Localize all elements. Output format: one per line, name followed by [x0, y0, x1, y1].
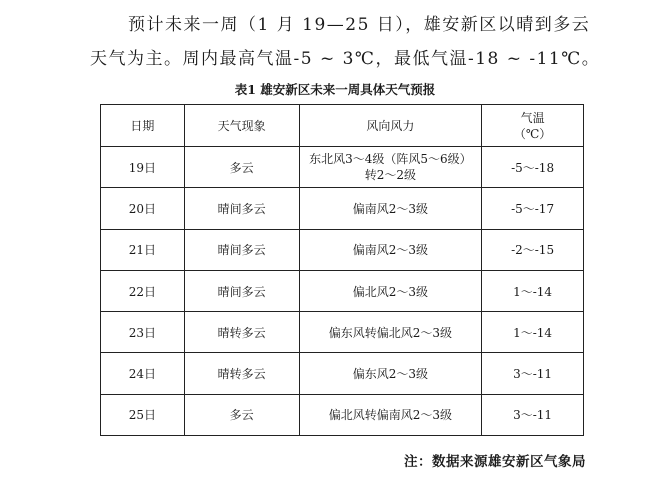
header-weather: 天气现象 [184, 105, 299, 147]
forecast-table [100, 104, 584, 436]
cell-temperature: 1～-14 [482, 312, 584, 353]
table-row [101, 147, 584, 188]
cell-temperature: 3～-11 [482, 394, 584, 435]
cell-date: 23日 [101, 312, 185, 353]
cell-wind: 偏北风2～3级 [299, 270, 482, 311]
cell-wind [299, 147, 482, 188]
table-row [101, 229, 584, 270]
table-row [101, 270, 584, 311]
cell-date: 24日 [101, 353, 185, 394]
cell-weather: 晴间多云 [184, 270, 299, 311]
header-temperature [482, 105, 584, 147]
cell-date: 22日 [101, 270, 185, 311]
cell-temperature: -2～-15 [482, 229, 584, 270]
table-row [101, 312, 584, 353]
cell-date: 21日 [101, 229, 185, 270]
intro-line-1: 预计未来一周（1 月 19—25 日），雄安新区以晴到多云 [128, 15, 591, 35]
header-date: 日期 [101, 105, 185, 147]
cell-date: 25日 [101, 394, 185, 435]
cell-temperature: -5～-18 [482, 147, 584, 188]
cell-wind-line-1: 东北风3～4级（阵风5～6级） [309, 152, 472, 167]
header-temperature-label: 气温 [520, 110, 545, 125]
table-caption: 表1 雄安新区未来一周具体天气预报 [234, 82, 436, 97]
intro-line-2: 天气为主。周内最高气温-5 ~ 3℃，最低气温-18 ~ -11℃。 [90, 49, 601, 69]
cell-wind: 偏南风2～3级 [299, 229, 482, 270]
cell-date: 20日 [101, 188, 185, 229]
cell-weather: 多云 [184, 147, 299, 188]
table-row [101, 188, 584, 229]
cell-temperature: 1～-14 [482, 270, 584, 311]
table-row [101, 394, 584, 435]
table-row [101, 353, 584, 394]
cell-wind-line-2: 转2～2级 [364, 168, 416, 183]
header-wind: 风向风力 [299, 105, 482, 147]
cell-weather: 晴转多云 [184, 312, 299, 353]
cell-wind: 偏东风2～3级 [299, 353, 482, 394]
source-note: 注：数据来源雄安新区气象局 [404, 454, 586, 470]
cell-temperature: 3～-11 [482, 353, 584, 394]
cell-temperature: -5～-17 [482, 188, 584, 229]
table-header-row [101, 105, 584, 147]
cell-wind: 偏北风转偏南风2～3级 [299, 394, 482, 435]
cell-weather: 晴间多云 [184, 188, 299, 229]
cell-wind: 偏南风2～3级 [299, 188, 482, 229]
header-temperature-unit: （℃） [513, 126, 552, 141]
cell-date: 19日 [101, 147, 185, 188]
cell-weather: 多云 [184, 394, 299, 435]
cell-wind: 偏东风转偏北风2～3级 [299, 312, 482, 353]
cell-weather: 晴间多云 [184, 229, 299, 270]
cell-weather: 晴转多云 [184, 353, 299, 394]
